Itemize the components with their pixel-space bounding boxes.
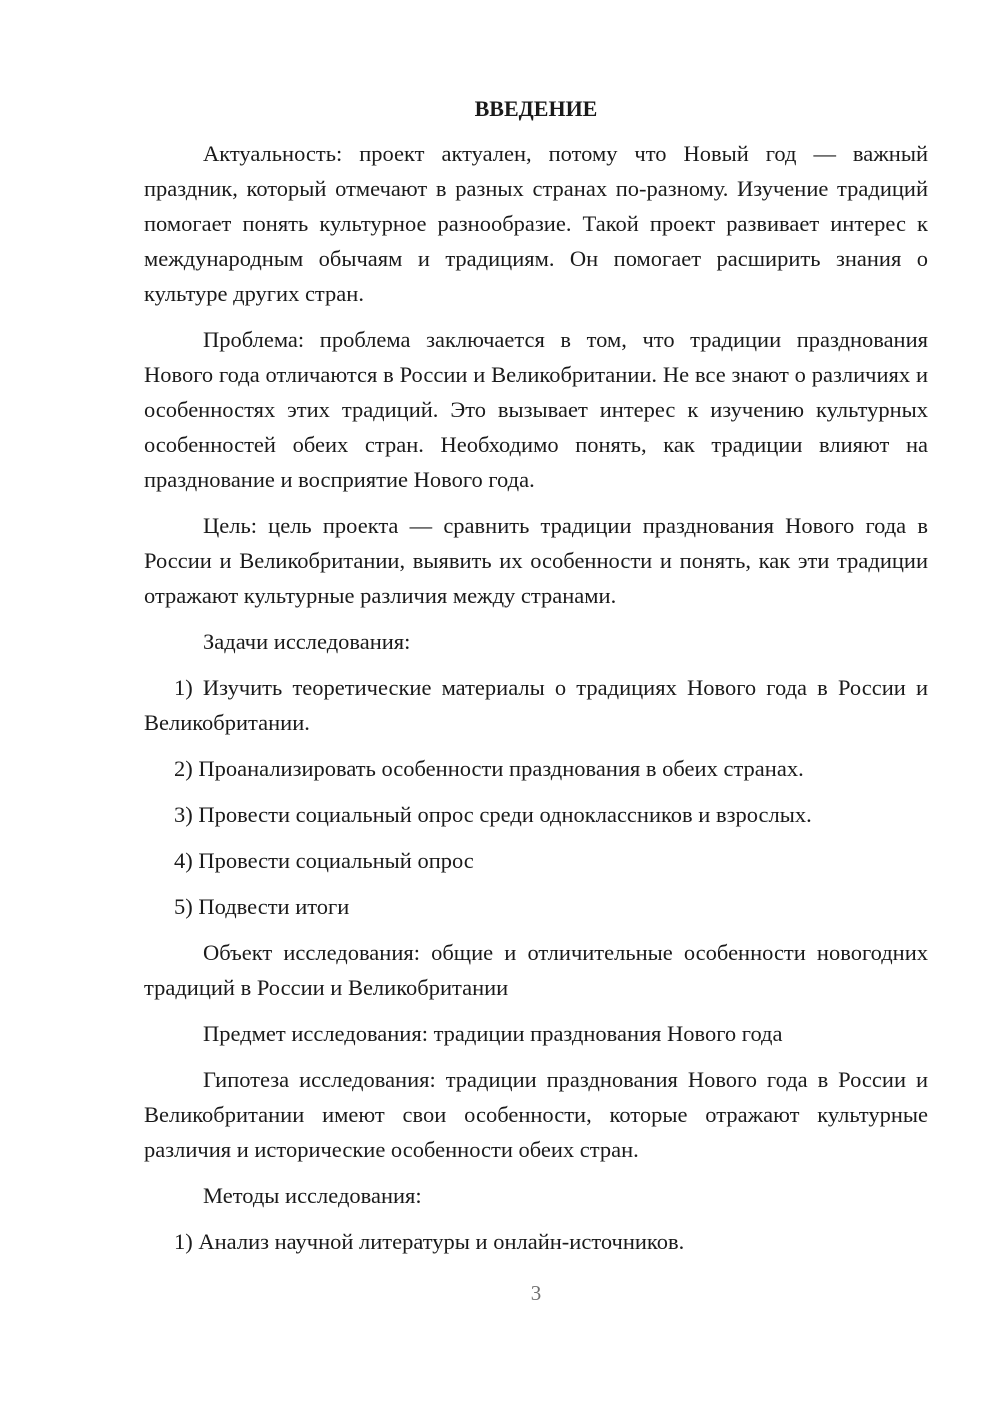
- task-item-3: 3) Провести социальный опрос среди одноклассников и взрослых.: [174, 802, 812, 827]
- task-item-4: 4) Провести социальный опрос: [174, 848, 474, 873]
- goal-paragraph: Цель: цель проекта — сравнить традиции празднования Нового года в России и Великобритании, выявить их особенности и понять, как эти традиции отражают культурные различия между странами.: [144, 513, 928, 608]
- methods-title: Методы исследования:: [203, 1183, 422, 1208]
- relevance-paragraph: Актуальность: проект актуален, потому что Новый год — важный праздник, который отмечают в разных странах по-разному. Изучение традиций помогает понять культурное разнообразие. Такой проект развивает интерес к международным обычаям и традициям. Он помогает расширить знания о культуре других стран.: [144, 141, 928, 306]
- tasks-title: Задачи исследования:: [203, 629, 411, 654]
- task-item-5: 5) Подвести итоги: [174, 894, 350, 919]
- object-paragraph: Объект исследования: общие и отличительные особенности новогодних традиций в России и Великобритании: [144, 940, 928, 1000]
- method-item-1: 1) Анализ научной литературы и онлайн-источников.: [174, 1229, 685, 1254]
- subject-paragraph: Предмет исследования: традиции празднования Нового года: [203, 1021, 783, 1046]
- section-heading: ВВЕДЕНИЕ: [474, 96, 598, 121]
- problem-paragraph: Проблема: проблема заключается в том, что традиции празднования Нового года отличаются в России и Великобритании. Не все знают о различиях и особенностях этих традиций. Это вызывает интерес к изучению культурных особенностей обеих стран. Необходимо понять, как традиции влияют на празднование и восприятие Нового года.: [144, 327, 928, 492]
- task-item-2: 2) Проанализировать особенности празднования в обеих странах.: [174, 756, 804, 781]
- page-content: [144, 92, 928, 1270]
- hypothesis-paragraph: Гипотеза исследования: традиции празднования Нового года в России и Великобритании имеют свои особенности, которые отражают культурные различия и исторические особенности обеих стран.: [144, 1067, 928, 1162]
- page-number: 3: [530, 1281, 542, 1305]
- task-item-1: 1) Изучить теоретические материалы о традициях Нового года в России и Великобритании.: [144, 675, 928, 735]
